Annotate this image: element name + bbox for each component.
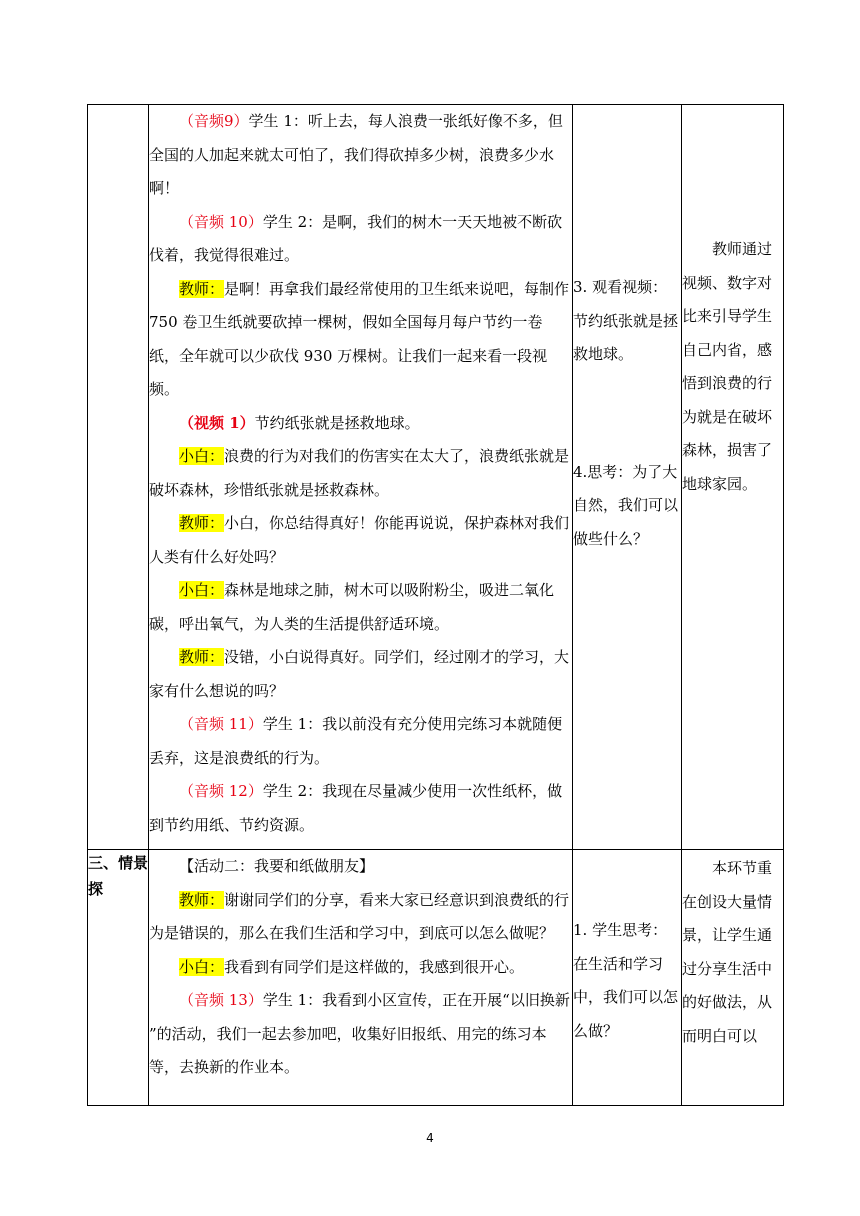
dialogue-text: 学生 2：是啊，我们的树木一天天地被不断砍伐着，我觉得很难过。	[149, 212, 563, 264]
teaching-content-cell	[149, 850, 573, 1106]
dialogue-paragraph	[149, 850, 572, 884]
dialogue-paragraphs	[149, 850, 572, 1085]
student-activity-cell	[573, 850, 682, 1106]
dialogue-text: 学生 2：我现在尽量减少使用一次性纸杯，做到节约用纸、节约资源。	[149, 782, 563, 834]
teaching-content-cell	[149, 105, 573, 850]
dialogue-paragraph	[149, 708, 572, 775]
dialogue-paragraph	[149, 574, 572, 641]
design-intent-cell	[682, 105, 784, 850]
dialogue-paragraph	[149, 984, 572, 1085]
dialogue-text: 学生 1：我以前没有充分使用完练习本就随便丢弃，这是浪费纸的行为。	[149, 715, 563, 767]
dialogue-paragraph	[149, 105, 572, 206]
design-intent-cell	[682, 850, 784, 1106]
dialogue-paragraph	[149, 951, 572, 985]
media-cue: （音频 10）	[179, 212, 263, 231]
dialogue-paragraph	[149, 884, 572, 951]
dialogue-paragraph	[149, 206, 572, 273]
dialogue-text: 【活动二：我要和纸做朋友】	[179, 857, 375, 875]
stage-cell-empty	[88, 105, 149, 850]
stage-label-cell	[88, 850, 149, 1106]
design-note: 本环节重在创设大量情景，让学生通过分享生活中的好做法，从而明白可以	[682, 859, 773, 1045]
dialogue-paragraph	[149, 507, 572, 574]
speaker-label: 教师：	[179, 890, 225, 909]
media-cue: （视频 1）	[179, 413, 255, 432]
dialogue-text: 我看到有同学们是这样做的，我感到很开心。	[224, 957, 525, 976]
media-cue: （音频9）	[179, 112, 249, 130]
dialogue-text: 节约纸张就是拯救地球。	[254, 413, 420, 432]
activity-step-4: 4.思考：为了大自然，我们可以做些什么？	[573, 462, 679, 548]
dialogue-text: 森林是地球之肺，树木可以吸附粉尘，吸进二氧化碳，呼出氧气，为人类的生活提供舒适环境。	[149, 581, 555, 633]
media-cue: （音频 11）	[179, 715, 263, 733]
dialogue-text: 是啊！再拿我们最经常使用的卫生纸来说吧，每制作 750 卷卫生纸就要砍掉一棵树，假如全国每月每户节约一卷纸，全年就可以少砍伐 930 万棵树。让我们一起来看一段视频。	[149, 279, 570, 398]
table-row	[88, 105, 784, 850]
lesson-plan-table	[87, 104, 784, 1106]
dialogue-text: 小白，你总结得真好！你能再说说，保护森林对我们人类有什么好处吗？	[149, 514, 570, 566]
dialogue-text: 学生 1：我看到小区宣传，正在开展“以旧换新 ”的活动，我们一起去参加吧，收集好旧报纸、用完的练习本等，去换新的作业本。	[149, 991, 570, 1076]
table-row	[88, 850, 784, 1106]
speaker-label: 小白：	[179, 957, 225, 976]
dialogue-text: 浪费的行为对我们的伤害实在太大了，浪费纸张就是破坏森林，珍惜纸张就是拯救森林。	[149, 447, 570, 499]
activity-step-1: 1. 学生思考：在生活和学习中，我们可以怎么做？	[573, 921, 679, 1040]
dialogue-paragraph	[149, 440, 572, 507]
dialogue-paragraph	[149, 273, 572, 407]
dialogue-paragraph	[149, 775, 572, 842]
media-cue: （音频 13）	[179, 991, 263, 1009]
media-cue: （音频 12）	[179, 782, 263, 800]
speaker-label: 教师：	[179, 514, 225, 532]
dialogue-paragraphs	[149, 105, 572, 842]
speaker-label: 教师：	[179, 279, 225, 298]
dialogue-paragraph	[149, 641, 572, 708]
stage-label: 三、情景探	[88, 854, 149, 898]
design-note: 教师通过视频、数字对比来引导学生自己内省，感悟到浪费的行为就是在破坏森林，损害了地球家园。	[682, 240, 773, 493]
speaker-label: 小白：	[179, 581, 225, 599]
student-activity-cell	[573, 105, 682, 850]
speaker-label: 教师：	[179, 648, 225, 666]
dialogue-text: 谢谢同学们的分享，看来大家已经意识到浪费纸的行为是错误的，那么在我们生活和学习中，到底可以怎么做呢？	[149, 890, 570, 942]
page-number: 4	[426, 1131, 434, 1145]
activity-step-3: 3. 观看视频：节约纸张就是拯救地球。	[573, 278, 679, 363]
dialogue-text: 没错，小白说得真好。同学们，经过刚才的学习，大家有什么想说的吗？	[149, 648, 570, 700]
dialogue-text: 学生 1：听上去，每人浪费一张纸好像不多，但全国的人加起来就太可怕了，我们得砍掉多少树，浪费多少水啊！	[149, 112, 563, 197]
dialogue-paragraph	[149, 407, 572, 441]
speaker-label: 小白：	[179, 447, 225, 465]
